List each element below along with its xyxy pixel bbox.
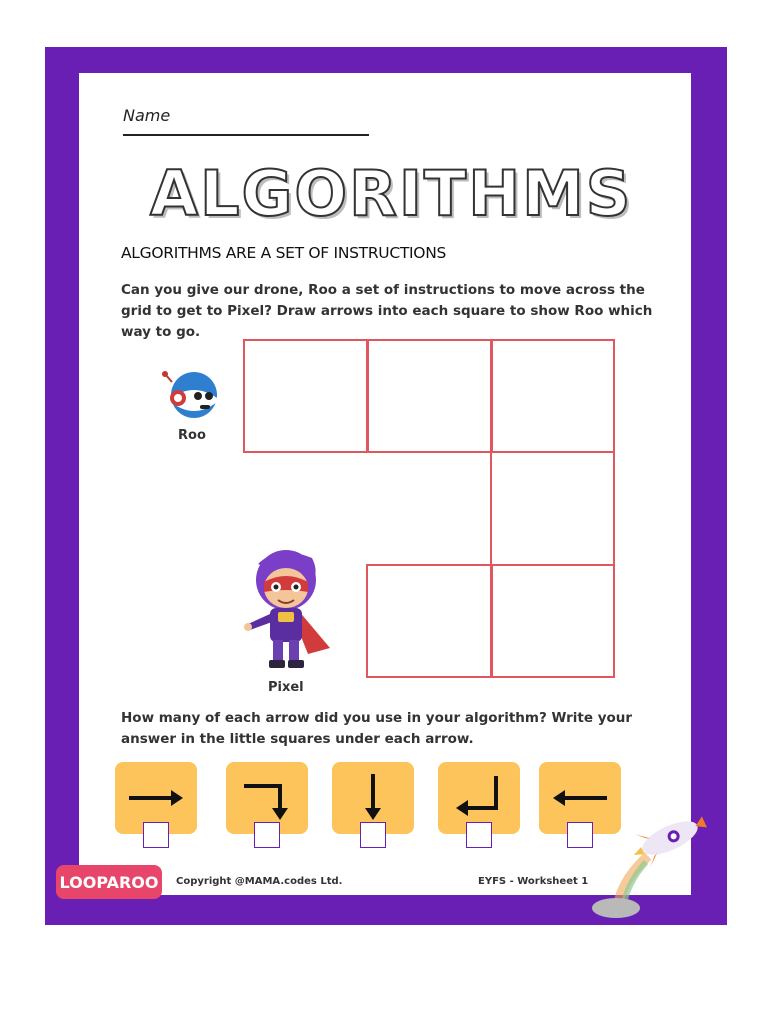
arrow-count-question: How many of each arrow did you use in your algorithm? Write your answer in the little squares under each arrow.	[121, 710, 633, 747]
worksheet-label: EYFS - Worksheet 1	[478, 876, 589, 887]
grid-cell[interactable]	[490, 564, 615, 678]
pixel-label: Pixel	[268, 680, 304, 695]
grid-instructions: Can you give our drone, Roo a set of instructions to move across the grid to get to Pixel? Draw arrows into each square to show Roo which way to go.	[121, 282, 653, 340]
answer-box-right[interactable]	[143, 822, 169, 848]
subtitle: ALGORITHMS ARE A SET OF INSTRUCTIONS	[121, 244, 447, 262]
answer-box-down[interactable]	[360, 822, 386, 848]
rocket-icon	[590, 812, 714, 922]
answer-box-down-left[interactable]	[466, 822, 492, 848]
looparoo-logo	[56, 863, 164, 903]
grid-cell[interactable]	[366, 339, 493, 453]
answer-box-right-down[interactable]	[254, 822, 280, 848]
page-title: ALGORITHMS	[150, 157, 633, 230]
name-write-line[interactable]	[123, 134, 369, 136]
roo-label: Roo	[178, 428, 206, 443]
copyright-text: Copyright @MAMA.codes Ltd.	[176, 876, 343, 887]
grid-cell[interactable]	[490, 339, 615, 453]
name-label: Name	[123, 106, 171, 125]
grid-cell[interactable]	[490, 451, 615, 566]
logo-text: LOOPAROO	[59, 873, 159, 892]
grid-cell[interactable]	[243, 339, 369, 453]
pixel-hero-icon	[238, 544, 338, 672]
roo-drone-icon	[162, 368, 224, 420]
grid-cell[interactable]	[366, 564, 493, 678]
